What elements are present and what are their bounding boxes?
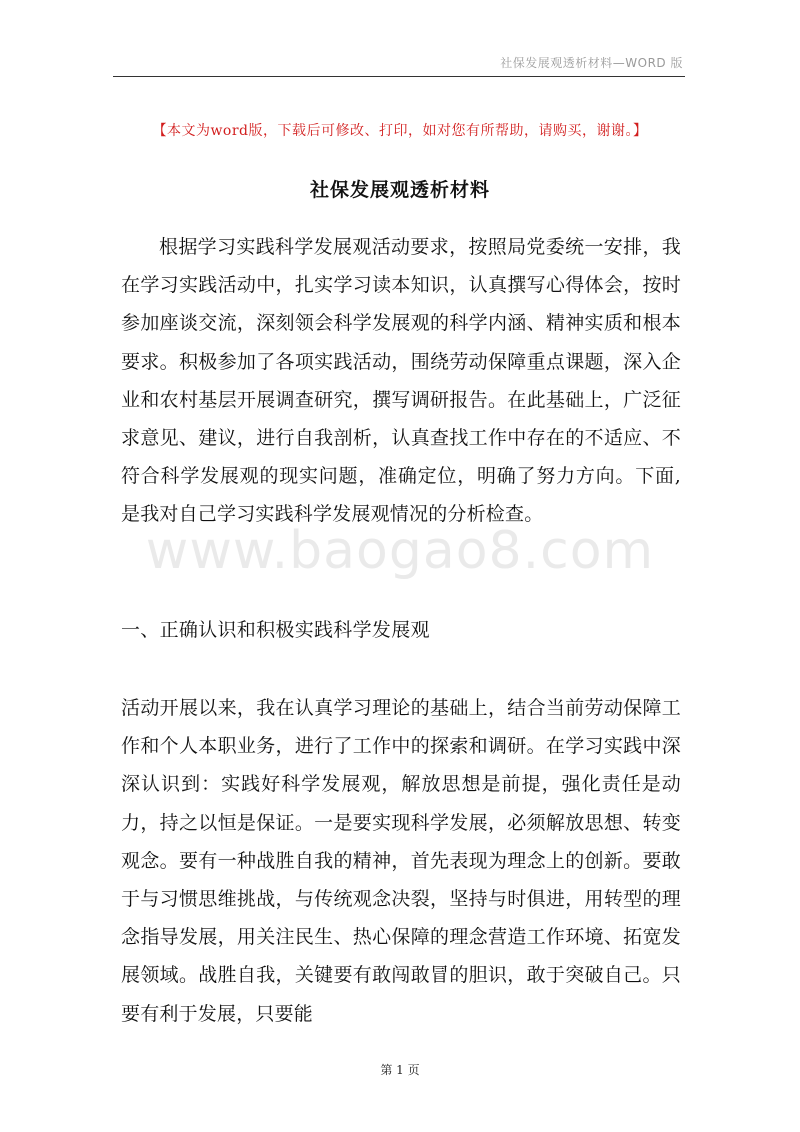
watermark: www.baogao8.com [145,521,655,581]
document-title: 社保发展观透析材料 [309,179,490,201]
page-number: 第 1 页 [380,1063,420,1077]
header-divider [113,76,685,77]
section-paragraph: 活动开展以来，我在认真学习理论的基础上，结合当前劳动保障工作和个人本职业务，进行了工作中的探索和调研。在学习实践中深深认识到：实践好科学发展观，解放思想是前提，强化责任是动力，持之以恒是保证。一是要实现科学发展，必须解放思想、转变观念。要有一种战胜自我的精神，首先表现为理念上的创新。要敢于与习惯思维挑战，与传统观念决裂，坚持与时俱进，用转型的理念指导发展，用关注民生、热心保障的理念营造工作环境、拓宽发展领域。战胜自我，关键要有敢闯敢冒的胆识，敢于突破自己。只要有利于发展，只要能 [121,697,681,1025]
purchase-notice: 【本文为word版，下载后可修改、打印，如对您有所帮助，请购买，谢谢。】 [152,123,648,139]
running-header: 社保发展观透析材料—WORD 版 [500,56,683,70]
intro-paragraph: 根据学习实践科学发展观活动要求，按照局党委统一安排，我在学习实践活动中，扎实学习读本知识，认真撰写心得体会，按时参加座谈交流，深刻领会科学发展观的科学内涵、精神实质和根本要求。积极参加了各项实践活动，围绕劳动保障重点课题，深入企业和农村基层开展调查研究，撰写调研报告。在此基础上，广泛征求意见、建议，进行自我剖析，认真查找工作中存在的不适应、不符合科学发展观的现实问题，准确定位，明确了努力方向。下面,是我对自己学习实践科学发展观情况的分析检查。 [121,236,681,526]
section-heading: 一、正确认识和积极实践科学发展观 [121,619,430,641]
